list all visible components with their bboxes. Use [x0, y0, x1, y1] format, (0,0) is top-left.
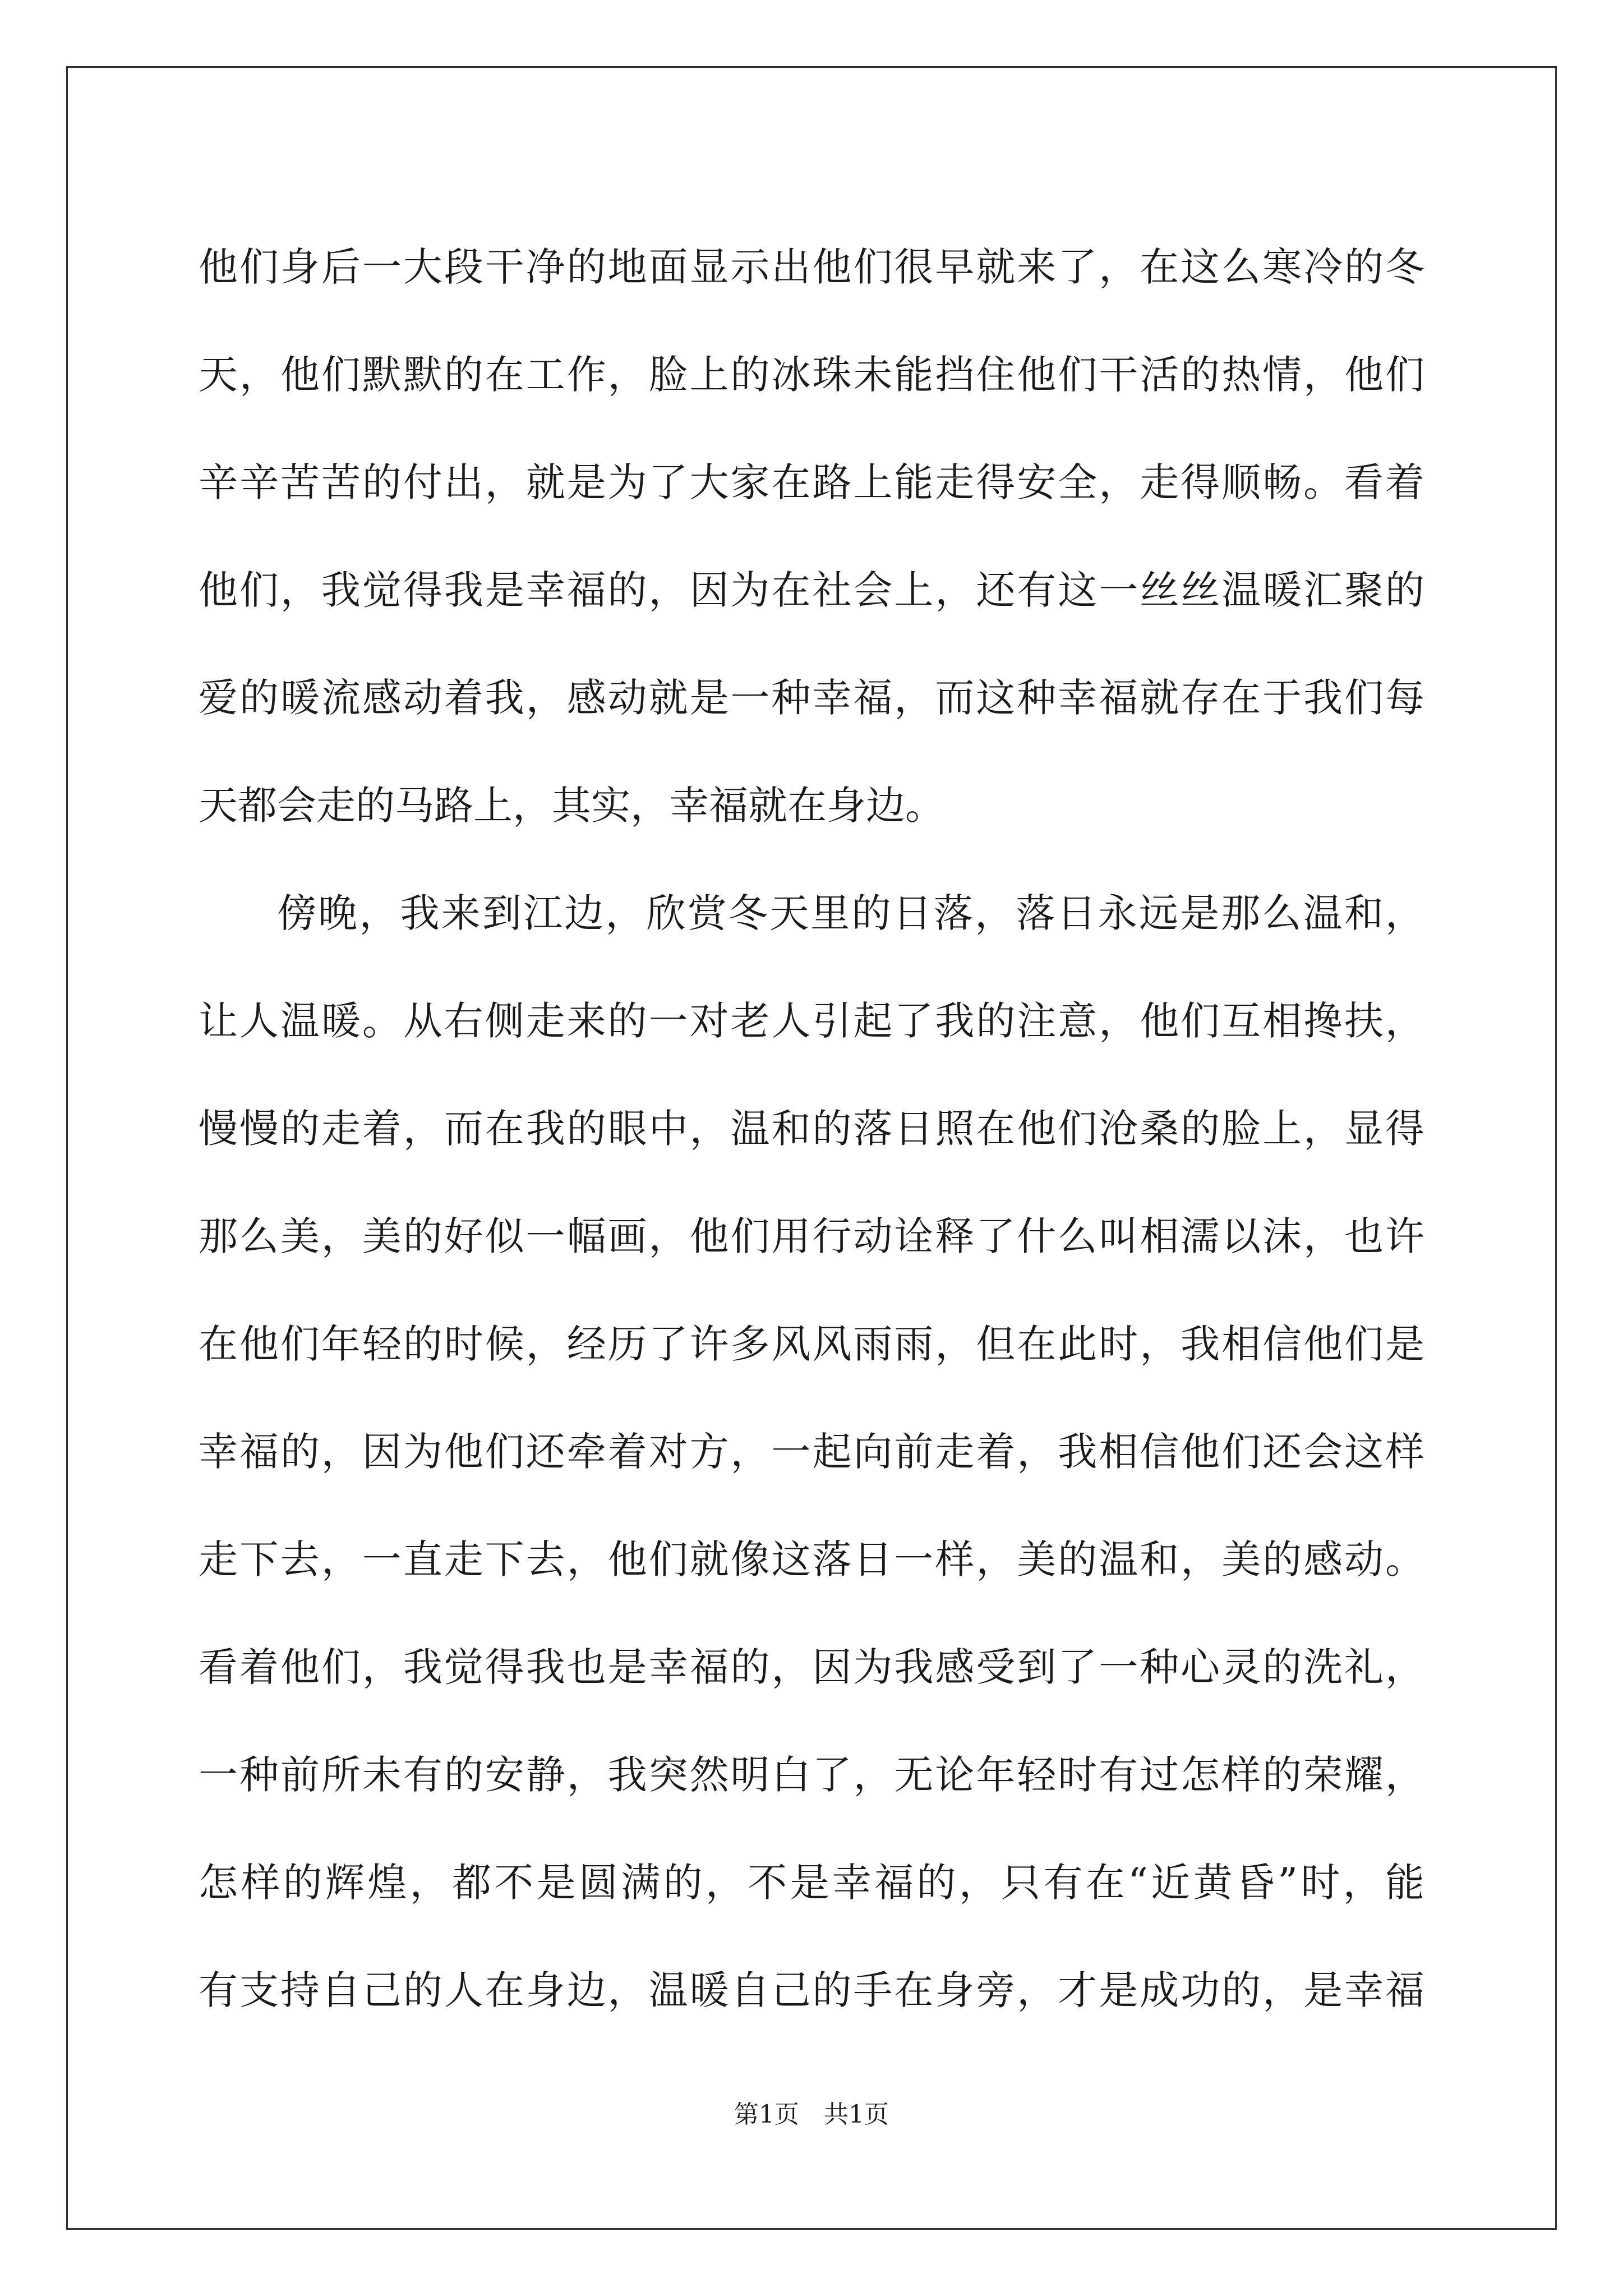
- text-line: 走下去，一直走下去，他们就像这落日一样，美的温和，美的感动。: [199, 1536, 1424, 1582]
- text-line: 幸福的，因为他们还牵着对方，一起向前走着，我相信他们还会这样: [199, 1429, 1424, 1475]
- text-line: 他们身后一大段干净的地面显示出他们很早就来了，在这么寒冷的冬: [199, 244, 1424, 290]
- text-line: 天，他们默默的在工作，脸上的冰珠未能挡住他们干活的热情，他们: [199, 352, 1424, 398]
- document-body: [199, 213, 1424, 2044]
- text-line: 傍晚，我来到江边，欣赏冬天里的日落，落日永远是那么温和，: [277, 890, 1424, 936]
- paragraph-2: [199, 859, 1424, 2044]
- text-line: 有支持自己的人在身边，温暖自己的手在身旁，才是成功的，是幸福: [199, 1967, 1424, 2013]
- text-line: 看着他们，我觉得我也是幸福的，因为我感受到了一种心灵的洗礼，: [199, 1644, 1424, 1690]
- text-line: 辛辛苦苦的付出，就是为了大家在路上能走得安全，走得顺畅。看着: [199, 459, 1424, 505]
- text-line: 那么美，美的好似一幅画，他们用行动诠释了什么叫相濡以沫，也许: [199, 1213, 1424, 1259]
- text-line: 天都会走的马路上，其实，幸福就在身边。: [199, 783, 944, 829]
- text-line: 慢慢的走着，而在我的眼中，温和的落日照在他们沧桑的脸上，显得: [199, 1106, 1424, 1152]
- text-line: 一种前所未有的安静，我突然明白了，无论年轻时有过怎样的荣耀，: [199, 1752, 1424, 1798]
- page-footer: [0, 2098, 1623, 2132]
- text-line: 在他们年轻的时候，经历了许多风风雨雨，但在此时，我相信他们是: [199, 1321, 1424, 1367]
- text-line: 怎样的辉煌，都不是圆满的，不是幸福的，只有在“近黄昏”时，能: [199, 1860, 1424, 1906]
- page-number: 第1页 共1页: [734, 2100, 889, 2129]
- text-line: 他们，我觉得我是幸福的，因为在社会上，还有这一丝丝温暖汇聚的: [199, 567, 1424, 613]
- paragraph-1: [199, 213, 1424, 859]
- text-line: 爱的暖流感动着我，感动就是一种幸福，而这种幸福就存在于我们每: [199, 675, 1424, 721]
- text-line: 让人温暖。从右侧走来的一对老人引起了我的注意，他们互相搀扶，: [199, 998, 1424, 1044]
